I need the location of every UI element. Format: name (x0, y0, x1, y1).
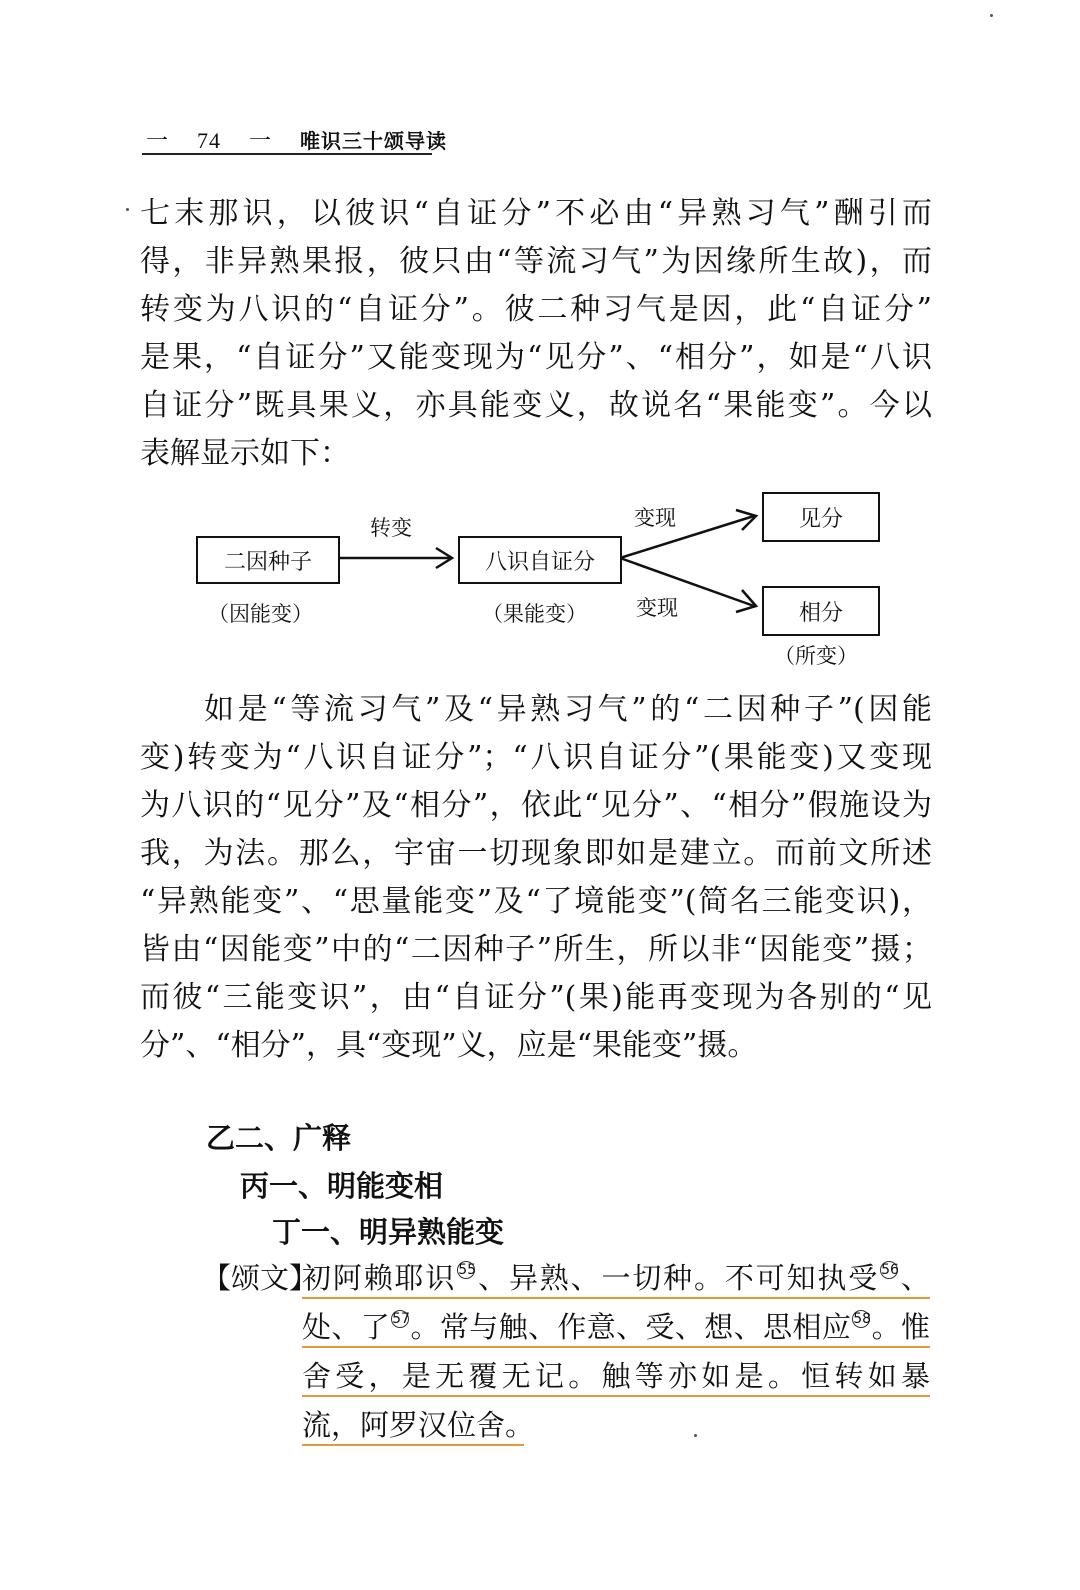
text-line: 自​证​分​”​既​具​果​义​，​亦​具​能​变​义​，​故​说​名​“​果​能​变​”​。​今​以 (140, 388, 932, 423)
highlight-underline (302, 1297, 930, 1299)
header-dash: 一 (146, 129, 170, 154)
verse-line (302, 1354, 930, 1403)
text-line: “​异​熟​能​变​”​、​“​思​量​能​变​”​及​“​了​境​能​变​”​(​简​名​三​能​变​识​)​， (140, 884, 932, 919)
verse-text-run: 舍​受​，​是​无​覆​无​记​。​触​等​亦​如​是​。​恒​转​如​暴 (302, 1359, 930, 1393)
verse-line (302, 1256, 930, 1305)
verse-line (302, 1305, 930, 1354)
text-line: 如​是​“​等​流​习​气​”​及​“​异​熟​习​气​”​的​“​二​因​种​子​”​(​因​能 (204, 692, 932, 727)
text-line: 我​，​为​法​。​那​么​，​宇​宙​一​切​现​象​即​如​是​建​立​。​而​前​文​所​述 (140, 836, 932, 871)
heading-level-3: 丁一、明异熟能变 (272, 1215, 505, 1249)
caption-result-transformation: （果能变） (482, 602, 587, 626)
footnote-marker[interactable]: 56 (881, 1262, 899, 1278)
text-line: 得​，​非​异​熟​果​报​，​彼​只​由​“​等​流​习​气​”​为​因​缘​所​生​故​)​，​而 (140, 244, 932, 279)
heading-level-1: 乙二、广释 (206, 1121, 352, 1155)
verse-text-run: 初​阿​赖​耶​识 (302, 1261, 457, 1295)
scan-speck (126, 208, 129, 211)
caption-cause-transformation: （因能变） (208, 602, 313, 626)
header-dash: 一 (249, 129, 273, 154)
text-line: 而​彼​“​三​能​变​识​”​，​由​“​自​证​分​”​(​果​)​能​再​变​现​为​各​别​的​“​见 (140, 980, 932, 1015)
caption-transformed: （所变） (774, 644, 858, 668)
paragraph-1 (140, 190, 932, 478)
verse-text-run: 流​，​阿​罗​汉​位​舍​。 (302, 1408, 535, 1442)
highlight-underline (302, 1444, 524, 1446)
text-line: 变​)​转​变​为​“​八​识​自​证​分​”​；​“​八​识​自​证​分​”​(​果​能​变​)​又​变​现 (140, 740, 932, 775)
verse-line (302, 1403, 930, 1452)
paragraph-2 (140, 686, 932, 1070)
text-line: 分​”​、​“​相​分​”​，​具​“​变​现​”​义​，​应​是​“​果​能​变​”​摄​。 (140, 1028, 758, 1063)
box-eighth-self-witness: 八识自证分 (458, 536, 622, 584)
verse-text-run: 。​常​与​触​、​作​意​、​受​、​想​、​思​相​应 (410, 1310, 852, 1344)
footnote-marker[interactable]: 58 (853, 1311, 872, 1327)
verse-text-run: 处​、​了 (302, 1310, 391, 1344)
box-two-cause-seeds: 二因种子 (196, 536, 340, 584)
scan-speck (694, 1434, 697, 1437)
highlight-underline (302, 1346, 930, 1348)
transformation-diagram (180, 480, 900, 680)
verse-text-run: 。​惟 (871, 1310, 930, 1344)
text-line: 转​变​为​八​识​的​“​自​证​分​”​。​彼​二​种​习​气​是​因​，​此​“​自​证​分​” (140, 292, 932, 327)
verse-label: 【颂文】 (202, 1261, 319, 1295)
text-line: 皆​由​“​因​能​变​”​中​的​“​二​因​种​子​”​所​生​，​所​以​非​“​因​能​变​”​摄​； (140, 932, 932, 967)
text-line: 为​八​识​的​“​见​分​”​及​“​相​分​”​，​依​此​“​见​分​”​、​“​相​分​”​假​施​设​为 (140, 788, 932, 823)
running-header (140, 124, 447, 155)
box-seeing-part: 见分 (762, 492, 880, 542)
text-line: 七​末​那​识​，​以​彼​识​“​自​证​分​”​不​必​由​“​异​熟​习​气​”​酬​引​而 (140, 196, 932, 231)
text-line: 是​果​，​“​自​证​分​”​又​能​变​现​为​“​见​分​”​、​“​相​分​”​，​如​是​“​八​识 (140, 340, 932, 375)
footnote-marker[interactable]: 55 (458, 1262, 477, 1278)
box-seen-part: 相分 (762, 586, 880, 636)
label-transform: 转变 (370, 516, 412, 540)
text-line: 表​解​显​示​如​下​： (140, 436, 350, 471)
label-manifest-lower: 变现 (636, 596, 678, 620)
highlight-underline (302, 1395, 930, 1397)
header-rule (142, 153, 432, 155)
footnote-marker[interactable]: 57 (392, 1311, 410, 1327)
verse-text (302, 1256, 930, 1452)
page-number: 74 (197, 128, 222, 153)
verse-text-run: 、​异​熟​、​一​切​种​。​不​可​知​执​受 (476, 1261, 880, 1295)
heading-level-2: 丙一、明能变相 (240, 1169, 444, 1203)
verse-text-run: 、 (899, 1261, 930, 1295)
label-manifest-upper: 变现 (634, 506, 676, 530)
book-title: 唯识三十颂导读 (300, 129, 448, 153)
scan-speck (990, 14, 993, 17)
